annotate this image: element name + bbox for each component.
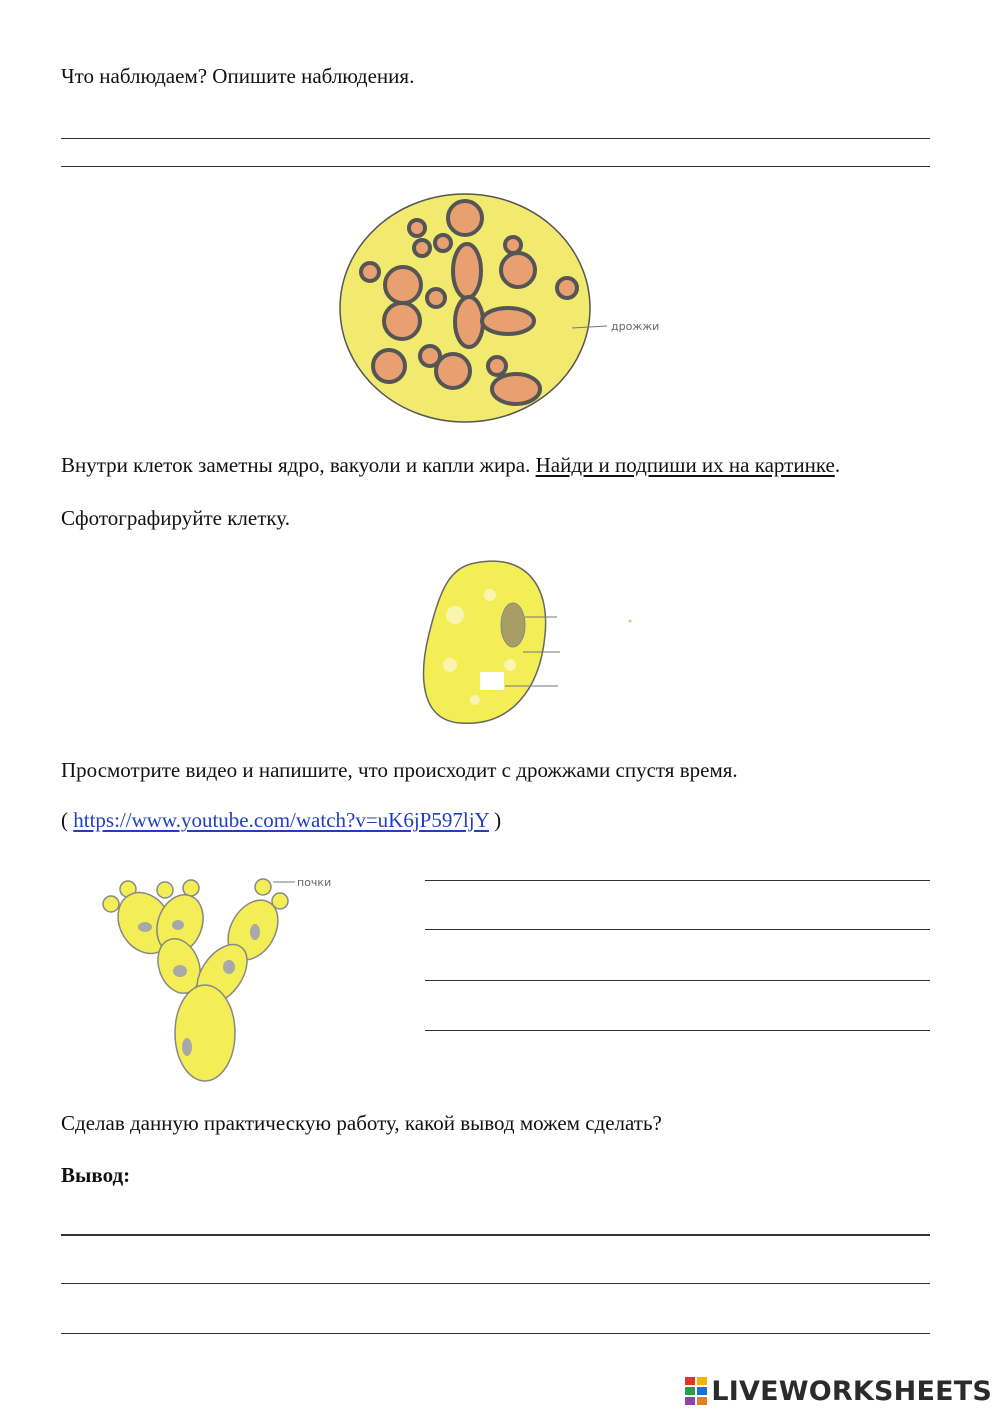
answer-line[interactable]	[61, 138, 930, 139]
yeast-label: дрожжи	[611, 320, 660, 333]
brand-name: LIVEWORKSHEETS	[711, 1375, 992, 1407]
cell-contents-text: Внутри клеток заметны ядро, вакуоли и капли жира.	[61, 453, 536, 477]
cell-contents-paragraph: Внутри клеток заметны ядро, вакуоли и капли жира. Найди и подпиши их на картинке.	[61, 453, 841, 477]
logo-icon	[685, 1377, 707, 1405]
conclusion-question: Сделав данную практическую работу, какой вывод можем сделать?	[61, 1111, 662, 1135]
video-link-line: ( https://www.youtube.com/watch?v=uK6jP597ljY )	[61, 808, 502, 832]
yeast-drop-illustration	[335, 188, 680, 428]
question-observe: Что наблюдаем? Опишите наблюдения.	[61, 64, 415, 88]
photograph-instruction: Сфотографируйте клетку.	[61, 506, 290, 530]
youtube-video-link[interactable]: https://www.youtube.com/watch?v=uK6jP597ljY	[73, 808, 489, 832]
budding-yeast-illustration	[95, 870, 345, 1085]
buds-label: почки	[297, 876, 332, 889]
answer-line[interactable]	[61, 1333, 930, 1334]
conclusion-label: Вывод:	[61, 1163, 131, 1187]
video-question: Просмотрите видео и напишите, что происходит с дрожжами спустя время.	[61, 758, 738, 782]
answer-line[interactable]	[61, 166, 930, 167]
answer-line[interactable]	[425, 929, 930, 930]
liveworksheets-logo	[685, 1374, 992, 1408]
answer-line[interactable]	[61, 1234, 930, 1236]
answer-line[interactable]	[425, 980, 930, 981]
label-task-instruction: Найди и подпиши их на картинке	[535, 453, 835, 477]
answer-line[interactable]	[425, 880, 930, 881]
single-cell-illustration	[415, 555, 645, 735]
answer-line[interactable]	[61, 1283, 930, 1284]
answer-line[interactable]	[425, 1030, 930, 1031]
